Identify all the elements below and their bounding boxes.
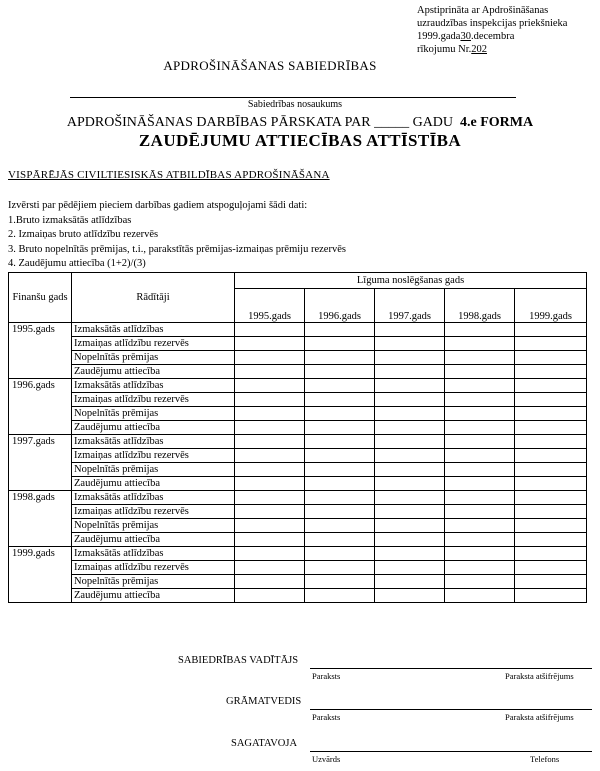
value-cell[interactable] [305, 351, 375, 365]
indicator-cell: Izmaiņas atlīdzību rezervēs [72, 337, 235, 351]
indicator-cell: Izmaiņas atlīdzību rezervēs [72, 561, 235, 575]
value-cell[interactable] [515, 365, 587, 379]
value-cell[interactable] [445, 589, 515, 603]
table-row [9, 519, 587, 533]
value-cell[interactable] [445, 393, 515, 407]
value-cell[interactable] [515, 519, 587, 533]
value-cell[interactable] [515, 337, 587, 351]
indicator-cell: Nopelnītās prēmijas [72, 351, 235, 365]
value-cell[interactable] [445, 519, 515, 533]
accountant-signature-caption: Paraksts [312, 712, 341, 722]
indicator-cell: Nopelnītās prēmijas [72, 463, 235, 477]
value-cell[interactable] [375, 477, 445, 491]
table-row [9, 561, 587, 575]
head-signature-line[interactable] [310, 668, 592, 669]
table-row [9, 547, 587, 561]
financial-year-cell: 1998.gads [9, 491, 72, 547]
table-row [9, 435, 587, 449]
indicator-cell: Izmaiņas atlīdzību rezervēs [72, 393, 235, 407]
accountant-decoding-caption: Paraksta atšifrējums [505, 712, 574, 722]
value-cell[interactable] [515, 351, 587, 365]
value-cell[interactable] [235, 519, 305, 533]
value-cell[interactable] [515, 379, 587, 393]
table-row [9, 379, 587, 393]
value-cell[interactable] [445, 379, 515, 393]
org-heading: APDROŠINĀŠANAS SABIEDRĪBAS [163, 58, 377, 73]
value-cell[interactable] [235, 477, 305, 491]
col-header-year: 1997.gads [375, 289, 445, 323]
col-header-indicator: Rādītāji [72, 273, 235, 323]
value-cell[interactable] [445, 365, 515, 379]
table-row [9, 407, 587, 421]
intro-line: Izvērsti par pēdējiem pieciem darbības gadiem atspoguļojami šādi dati: [8, 200, 308, 211]
value-cell[interactable] [375, 547, 445, 561]
value-cell[interactable] [305, 379, 375, 393]
value-cell[interactable] [445, 407, 515, 421]
value-cell[interactable] [235, 393, 305, 407]
company-name-label: Sabiedrības nosaukums [247, 99, 343, 110]
indicator-cell: Zaudējumu attiecība [72, 589, 235, 603]
table-row [9, 365, 587, 379]
section-title: VISPĀRĒJĀS CIVILTIESISKĀS ATBILDĪBAS APDROŠINĀŠANA [8, 169, 330, 181]
indicator-cell: Izmaiņas atlīdzību rezervēs [72, 505, 235, 519]
value-cell[interactable] [235, 491, 305, 505]
value-cell[interactable] [375, 365, 445, 379]
value-cell[interactable] [305, 337, 375, 351]
value-cell[interactable] [515, 449, 587, 463]
head-decoding-caption: Paraksta atšifrējums [505, 671, 574, 681]
col-header-year: 1998.gads [445, 289, 515, 323]
value-cell[interactable] [305, 533, 375, 547]
table-row [9, 505, 587, 519]
value-cell[interactable] [235, 533, 305, 547]
value-cell[interactable] [375, 491, 445, 505]
col-header-contract-year: Līguma noslēgšanas gads [235, 273, 587, 289]
value-cell[interactable] [515, 421, 587, 435]
indicator-cell: Izmaksātās atlīdzības [72, 547, 235, 561]
value-cell[interactable] [235, 379, 305, 393]
value-cell[interactable] [235, 365, 305, 379]
head-signature-caption: Paraksts [312, 671, 341, 681]
value-cell[interactable] [235, 589, 305, 603]
form-label: 4.e FORMA [460, 115, 534, 130]
value-cell[interactable] [235, 323, 305, 337]
table-row [9, 477, 587, 491]
value-cell[interactable] [515, 505, 587, 519]
indicator-cell: Izmaksātās atlīdzības [72, 435, 235, 449]
indicator-cell: Izmaksātās atlīdzības [72, 491, 235, 505]
value-cell[interactable] [515, 393, 587, 407]
value-cell[interactable] [305, 575, 375, 589]
intro-line: 2. Izmaiņas bruto atlīdzību rezervēs [8, 229, 159, 240]
financial-year-cell: 1999.gads [9, 547, 72, 603]
value-cell[interactable] [375, 463, 445, 477]
accountant-signature-line[interactable] [310, 709, 592, 710]
value-cell[interactable] [375, 407, 445, 421]
value-cell[interactable] [445, 575, 515, 589]
col-header-year: 1995.gads [235, 289, 305, 323]
report-title: APDROŠINĀŠANAS DARBĪBAS PĀRSKATA PAR _____ GADU 4.e FORMA [66, 115, 534, 130]
value-cell[interactable] [235, 351, 305, 365]
value-cell[interactable] [235, 449, 305, 463]
preparer-line[interactable] [310, 751, 592, 752]
table-row [9, 533, 587, 547]
accountant-label: GRĀMATVEDIS [226, 696, 302, 707]
value-cell[interactable] [375, 337, 445, 351]
value-cell[interactable] [375, 519, 445, 533]
value-cell[interactable] [305, 477, 375, 491]
value-cell[interactable] [445, 561, 515, 575]
indicator-cell: Izmaksātās atlīdzības [72, 323, 235, 337]
value-cell[interactable] [515, 477, 587, 491]
table-row [9, 323, 587, 337]
value-cell[interactable] [515, 323, 587, 337]
value-cell[interactable] [375, 533, 445, 547]
preparer-phone-caption: Telefons [530, 754, 560, 764]
value-cell[interactable] [375, 351, 445, 365]
value-cell[interactable] [515, 435, 587, 449]
value-cell[interactable] [375, 323, 445, 337]
value-cell[interactable] [305, 407, 375, 421]
value-cell[interactable] [305, 589, 375, 603]
value-cell[interactable] [305, 365, 375, 379]
value-cell[interactable] [375, 561, 445, 575]
value-cell[interactable] [445, 435, 515, 449]
value-cell[interactable] [375, 589, 445, 603]
value-cell[interactable] [305, 561, 375, 575]
preparer-surname-caption: Uzvārds [312, 754, 341, 764]
value-cell[interactable] [305, 323, 375, 337]
value-cell[interactable] [445, 337, 515, 351]
approval-line-1: Apstiprināta ar Apdrošināšanas [417, 5, 549, 16]
value-cell[interactable] [375, 575, 445, 589]
value-cell[interactable] [445, 547, 515, 561]
indicator-cell: Nopelnītās prēmijas [72, 575, 235, 589]
value-cell[interactable] [305, 505, 375, 519]
approval-date: 1999.gada30.decembra [417, 31, 515, 42]
value-cell[interactable] [445, 505, 515, 519]
value-cell[interactable] [305, 547, 375, 561]
financial-year-cell: 1995.gads [9, 323, 72, 379]
value-cell[interactable] [305, 463, 375, 477]
approval-note [417, 4, 567, 56]
company-name-line [70, 97, 516, 98]
value-cell[interactable] [445, 449, 515, 463]
value-cell[interactable] [235, 435, 305, 449]
value-cell[interactable] [515, 533, 587, 547]
preparer-label: SAGATAVOJA [231, 738, 298, 749]
indicator-cell: Izmaksātās atlīdzības [72, 379, 235, 393]
value-cell[interactable] [305, 435, 375, 449]
approval-order-number: 202 [471, 44, 487, 55]
value-cell[interactable] [515, 589, 587, 603]
value-cell[interactable] [235, 337, 305, 351]
report-subtitle: ZAUDĒJUMU ATTIECĪBAS ATTĪSTĪBA [138, 131, 462, 150]
value-cell[interactable] [445, 421, 515, 435]
table-row [9, 421, 587, 435]
value-cell[interactable] [515, 491, 587, 505]
indicator-cell: Izmaiņas atlīdzību rezervēs [72, 449, 235, 463]
value-cell[interactable] [375, 435, 445, 449]
value-cell[interactable] [445, 491, 515, 505]
value-cell[interactable] [515, 561, 587, 575]
value-cell[interactable] [515, 575, 587, 589]
intro-text [8, 199, 346, 272]
value-cell[interactable] [305, 421, 375, 435]
head-label: SABIEDRĪBAS VADĪTĀJS [178, 655, 299, 666]
table-row [9, 491, 587, 505]
value-cell[interactable] [375, 421, 445, 435]
value-cell[interactable] [375, 505, 445, 519]
financial-year-cell: 1996.gads [9, 379, 72, 435]
intro-line: 4. Zaudējumu attiecība (1+2)/(3) [8, 258, 146, 269]
value-cell[interactable] [515, 547, 587, 561]
value-cell[interactable] [445, 323, 515, 337]
col-header-financial-year: Finanšu gads [9, 273, 72, 323]
indicator-cell: Nopelnītās prēmijas [72, 519, 235, 533]
indicator-cell: Zaudējumu attiecība [72, 365, 235, 379]
value-cell[interactable] [445, 477, 515, 491]
table-row [9, 589, 587, 603]
table-row [9, 393, 587, 407]
col-header-year: 1999.gads [515, 289, 587, 323]
table-row [9, 575, 587, 589]
value-cell[interactable] [235, 463, 305, 477]
approval-line-2: uzraudzības inspekcijas priekšnieka [417, 18, 568, 29]
value-cell[interactable] [305, 519, 375, 533]
value-cell[interactable] [445, 533, 515, 547]
indicator-cell: Zaudējumu attiecība [72, 421, 235, 435]
value-cell[interactable] [445, 351, 515, 365]
value-cell[interactable] [305, 393, 375, 407]
col-header-year: 1996.gads [305, 289, 375, 323]
value-cell[interactable] [375, 379, 445, 393]
approval-order: rīkojumu Nr.202 [417, 44, 487, 55]
value-cell[interactable] [235, 407, 305, 421]
value-cell[interactable] [515, 407, 587, 421]
indicator-cell: Nopelnītās prēmijas [72, 407, 235, 421]
value-cell[interactable] [235, 421, 305, 435]
value-cell[interactable] [375, 449, 445, 463]
table-row [9, 351, 587, 365]
value-cell[interactable] [235, 547, 305, 561]
value-cell[interactable] [235, 561, 305, 575]
table-row [9, 463, 587, 477]
table-row [9, 337, 587, 351]
table-row [9, 449, 587, 463]
table-body [9, 323, 587, 603]
approval-day: 30 [460, 31, 471, 42]
intro-line: 3. Bruto nopelnītās prēmijas, t.i., parakstītās prēmijas-izmaiņas prēmiju rezervēs [8, 243, 346, 255]
indicator-cell: Zaudējumu attiecība [72, 477, 235, 491]
intro-line: 1.Bruto izmaksātās atlīdzības [8, 214, 132, 226]
value-cell[interactable] [235, 505, 305, 519]
loss-ratio-table [8, 272, 587, 603]
financial-year-cell: 1997.gads [9, 435, 72, 491]
value-cell[interactable] [445, 463, 515, 477]
value-cell[interactable] [515, 463, 587, 477]
value-cell[interactable] [375, 393, 445, 407]
value-cell[interactable] [305, 449, 375, 463]
indicator-cell: Zaudējumu attiecība [72, 533, 235, 547]
value-cell[interactable] [235, 575, 305, 589]
value-cell[interactable] [305, 491, 375, 505]
